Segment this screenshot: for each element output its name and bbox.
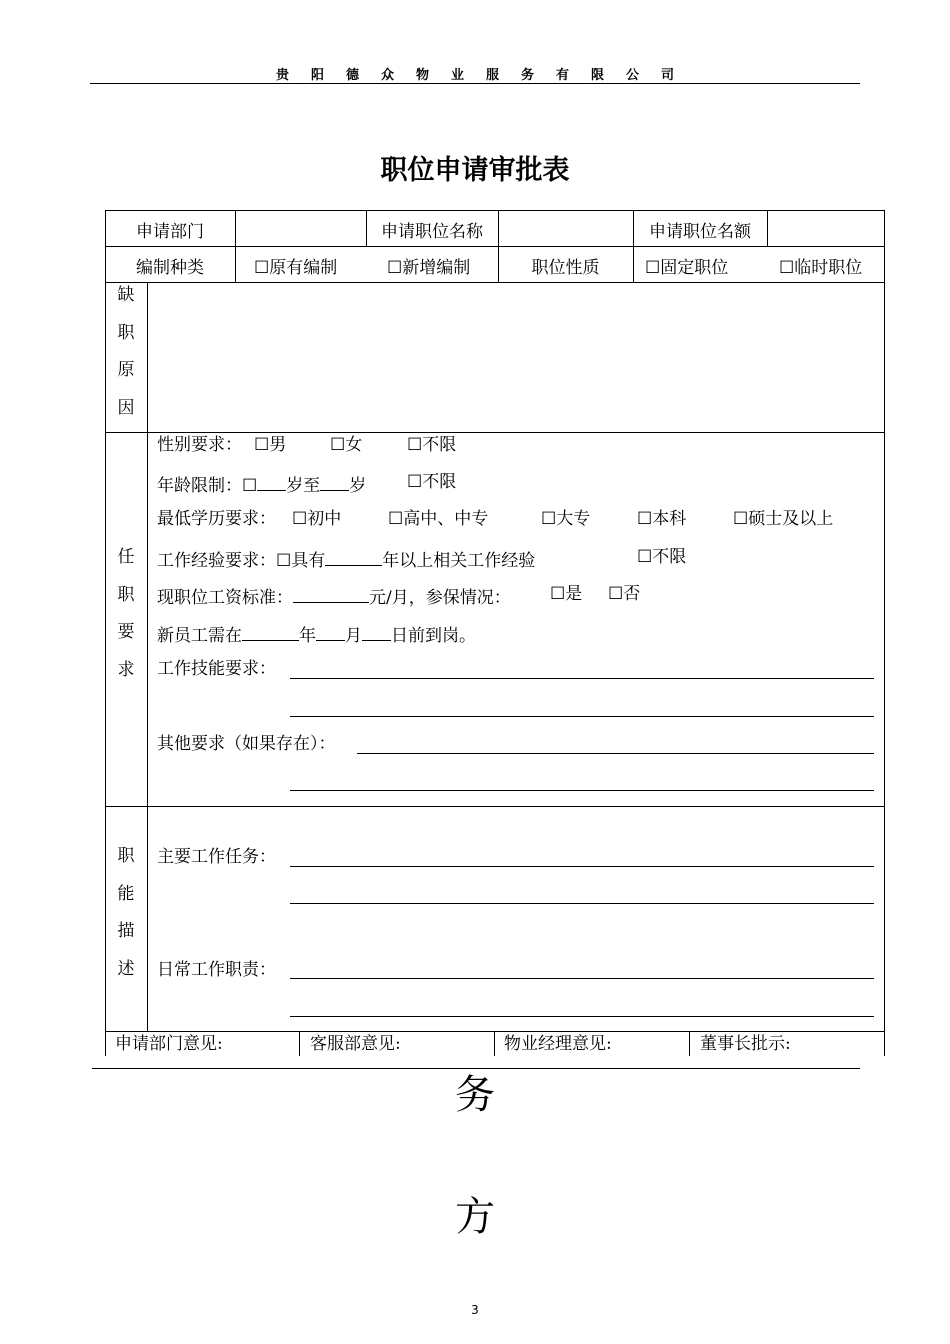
company-header: 贵阳德众物业服务有限公司 <box>275 68 696 83</box>
other-label: 其他要求（如果存在）： <box>157 734 336 754</box>
daily-duties-line-2[interactable] <box>290 1016 874 1017</box>
edu-junior-checkbox[interactable]: ☐初中 <box>292 509 342 529</box>
start-date-row <box>157 622 476 646</box>
salary-row <box>157 584 511 608</box>
quota-field[interactable] <box>768 222 884 242</box>
table-line <box>105 1031 885 1032</box>
gender-male-checkbox[interactable]: ☐男 <box>254 435 287 455</box>
requirements-label <box>106 539 146 689</box>
exp-label[interactable]: 工作经验要求：☐具有 <box>157 551 326 571</box>
start-label: 新员工需在 <box>157 626 242 646</box>
other-line-2[interactable] <box>290 790 874 791</box>
salary-field[interactable] <box>293 584 369 603</box>
exp-text: 年以上相关工作经验 <box>382 551 536 571</box>
edu-high-checkbox[interactable]: ☐高中、中专 <box>388 509 489 529</box>
exp-any-checkbox[interactable]: ☐不限 <box>637 547 687 567</box>
nature-label: 职位性质 <box>531 258 600 278</box>
table-line <box>105 282 885 283</box>
new-checkbox[interactable]: ☐新增编制 <box>387 258 471 278</box>
label-char: 缺 <box>117 285 135 305</box>
label-char: 原 <box>117 360 135 380</box>
table-line <box>147 282 148 1031</box>
table-line <box>235 210 236 282</box>
edu-master-checkbox[interactable]: ☐硕士及以上 <box>733 509 834 529</box>
salary-unit-text: 元/月，参保情况： <box>369 588 511 608</box>
label-char: 因 <box>117 397 135 418</box>
label-char: 求 <box>117 659 135 680</box>
age-unit-text: 岁 <box>349 476 367 496</box>
label-char: 职 <box>117 846 135 866</box>
gender-female-checkbox[interactable]: ☐女 <box>330 435 363 455</box>
edu-bachelor-checkbox[interactable]: ☐本科 <box>637 509 687 529</box>
daily-duties-line-1[interactable] <box>290 978 874 979</box>
label-char: 职 <box>117 322 135 343</box>
dept-field[interactable] <box>236 222 366 242</box>
label-char: 职 <box>117 584 135 605</box>
label-char: 描 <box>117 921 135 941</box>
header-divider <box>90 83 860 84</box>
table-line <box>105 806 885 807</box>
salary-label: 现职位工资标准： <box>157 588 293 608</box>
start-day-field[interactable] <box>362 622 391 641</box>
table-line <box>689 1031 690 1056</box>
overflow-char: 方 <box>455 1194 495 1240</box>
start-month-text: 月 <box>345 626 362 646</box>
table-border-top <box>105 210 885 211</box>
insurance-yes-checkbox[interactable]: ☐是 <box>550 584 583 604</box>
manager-opinion-label: 物业经理意见: <box>504 1034 612 1054</box>
overflow-char: 务 <box>455 1072 495 1118</box>
vacancy-reason-label <box>106 277 146 427</box>
dept-opinion-label: 申请部门意见: <box>115 1034 223 1054</box>
start-year-field[interactable] <box>242 622 299 641</box>
position-name-label: 申请职位名称 <box>381 222 483 242</box>
skills-line-1[interactable] <box>290 678 874 679</box>
main-tasks-line-1[interactable] <box>290 866 874 867</box>
label-char: 要 <box>117 622 135 642</box>
position-name-field[interactable] <box>499 222 633 242</box>
table-line <box>105 246 885 247</box>
page-title: 职位申请审批表 <box>380 155 570 186</box>
existing-checkbox[interactable]: ☐原有编制 <box>254 258 338 278</box>
label-char: 任 <box>117 547 135 567</box>
edu-label: 最低学历要求： <box>157 509 276 529</box>
age-min-field[interactable] <box>257 472 286 491</box>
age-any-checkbox[interactable]: ☐不限 <box>407 472 457 492</box>
age-max-field[interactable] <box>320 472 349 491</box>
main-tasks-label: 主要工作任务： <box>157 847 276 867</box>
label-char: 能 <box>117 883 135 904</box>
table-line <box>633 210 634 282</box>
daily-duties-label: 日常工作职责： <box>157 960 276 980</box>
main-tasks-line-2[interactable] <box>290 903 874 904</box>
start-day-text: 日前到岗。 <box>391 626 476 646</box>
quota-label: 申请职位名额 <box>649 222 751 242</box>
table-line <box>105 432 885 433</box>
age-to-text: 岁至 <box>286 476 321 496</box>
category-label: 编制种类 <box>136 258 204 278</box>
experience-row <box>157 547 535 571</box>
edu-college-checkbox[interactable]: ☐大专 <box>541 509 591 529</box>
age-label[interactable]: 年龄限制：☐ <box>157 476 258 496</box>
fixed-checkbox[interactable]: ☐固定职位 <box>645 258 729 278</box>
function-desc-label <box>106 838 146 988</box>
chairman-opinion-label: 董事长批示: <box>700 1034 791 1054</box>
page-number: 3 <box>471 1303 479 1317</box>
vacancy-reason-field[interactable] <box>150 285 880 429</box>
gender-label: 性别要求： <box>157 435 242 455</box>
label-char: 述 <box>117 958 135 979</box>
age-row <box>157 472 366 496</box>
skills-line-2[interactable] <box>290 716 874 717</box>
table-line <box>494 1031 495 1056</box>
skills-label: 工作技能要求： <box>157 659 276 679</box>
start-year-text: 年 <box>299 626 316 646</box>
insurance-no-checkbox[interactable]: ☐否 <box>608 584 641 604</box>
start-month-field[interactable] <box>316 622 345 641</box>
other-line-1[interactable] <box>357 753 874 754</box>
table-line <box>299 1031 300 1056</box>
temporary-checkbox[interactable]: ☐临时职位 <box>779 258 863 278</box>
exp-years-field[interactable] <box>325 547 382 566</box>
dept-label: 申请部门 <box>136 222 204 242</box>
gender-any-checkbox[interactable]: ☐不限 <box>407 435 457 455</box>
cs-opinion-label: 客服部意见: <box>310 1034 401 1054</box>
table-border-right <box>884 210 885 1056</box>
